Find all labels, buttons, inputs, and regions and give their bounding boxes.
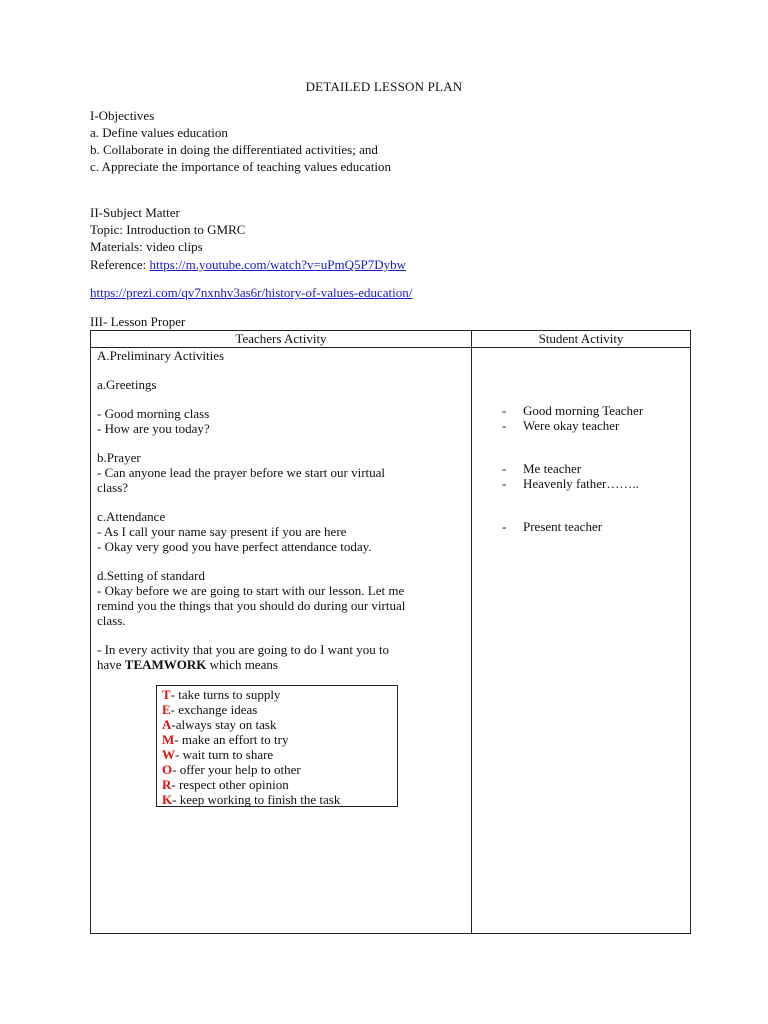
teacher-standard-4: - In every activity that you are going to do I want you to bbox=[97, 642, 390, 657]
standard-heading: d.Setting of standard bbox=[97, 568, 205, 583]
teacher-attendance-2: - Okay very good you have perfect attendance today. bbox=[97, 539, 372, 554]
teamwork-letter: E bbox=[162, 702, 171, 717]
bullet-dash: - bbox=[502, 403, 507, 418]
column-divider bbox=[471, 331, 472, 933]
bullet-dash: - bbox=[502, 519, 507, 534]
teamwork-item-w bbox=[162, 747, 273, 762]
teamwork-item-m bbox=[162, 732, 288, 747]
subject-matter-heading: II-Subject Matter bbox=[90, 205, 180, 220]
greetings-heading: a.Greetings bbox=[97, 377, 157, 392]
teamwork-post: which means bbox=[206, 657, 278, 672]
teamwork-item-a bbox=[162, 717, 276, 732]
student-response-1: Good morning Teacher bbox=[523, 403, 644, 418]
header-teachers-activity: Teachers Activity bbox=[235, 331, 327, 346]
teamwork-pre: have bbox=[97, 657, 125, 672]
topic-line: Topic: Introduction to GMRC bbox=[90, 222, 246, 237]
teacher-greet-1: - Good morning class bbox=[97, 406, 210, 421]
lesson-proper-heading: III- Lesson Proper bbox=[90, 314, 186, 329]
student-response-3: Me teacher bbox=[523, 461, 582, 476]
teacher-prayer-1: - Can anyone lead the prayer before we start our virtual bbox=[97, 465, 386, 480]
teamwork-text: -always stay on task bbox=[171, 717, 277, 732]
student-response-2: Were okay teacher bbox=[523, 418, 620, 433]
reference-label: Reference: bbox=[90, 257, 150, 272]
teamwork-letter: M bbox=[162, 732, 175, 747]
teacher-standard-5 bbox=[97, 657, 278, 672]
lesson-table bbox=[90, 330, 691, 934]
preliminary-heading: A.Preliminary Activities bbox=[97, 348, 225, 363]
materials-line: Materials: video clips bbox=[90, 239, 203, 254]
student-response-5: Present teacher bbox=[523, 519, 603, 534]
attendance-heading: c.Attendance bbox=[97, 509, 166, 524]
teamwork-word: TEAMWORK bbox=[124, 657, 207, 672]
page-title: DETAILED LESSON PLAN bbox=[305, 79, 463, 94]
teamwork-text: - make an effort to try bbox=[174, 732, 289, 747]
objective-a: a. Define values education bbox=[90, 125, 228, 140]
student-response-4: Heavenly father…….. bbox=[523, 476, 639, 491]
teacher-prayer-2: class? bbox=[97, 480, 129, 495]
teamwork-letter: W bbox=[162, 747, 175, 762]
teamwork-text: - offer your help to other bbox=[172, 762, 301, 777]
objectives-heading: I-Objectives bbox=[90, 108, 155, 123]
teacher-standard-3: class. bbox=[97, 613, 126, 628]
teamwork-text: - respect other opinion bbox=[171, 777, 289, 792]
bullet-dash: - bbox=[502, 476, 507, 491]
reference-link-youtube[interactable]: https://m.youtube.com/watch?v=uPmQ5P7Dybw bbox=[149, 257, 407, 272]
teamwork-item-t bbox=[162, 687, 280, 702]
teacher-standard-2: remind you the things that you should do during our virtual bbox=[97, 598, 406, 613]
teamwork-letter: O bbox=[162, 762, 173, 777]
objective-c: c. Appreciate the importance of teaching values education bbox=[90, 159, 392, 174]
reference-line bbox=[90, 256, 406, 273]
teamwork-item-k bbox=[162, 792, 340, 807]
teacher-standard-1: - Okay before we are going to start with our lesson. Let me bbox=[97, 583, 405, 598]
header-student-activity: Student Activity bbox=[538, 331, 624, 346]
teamwork-item-o bbox=[162, 762, 301, 777]
objective-b: b. Collaborate in doing the differentiated activities; and bbox=[90, 142, 378, 157]
reference-line-2 bbox=[90, 284, 412, 301]
bullet-dash: - bbox=[502, 418, 507, 433]
reference-link-prezi[interactable]: https://prezi.com/qv7nxnhv3as6r/history-of-values-education/ bbox=[90, 285, 413, 300]
teamwork-text: - exchange ideas bbox=[170, 702, 258, 717]
teamwork-letter: K bbox=[162, 792, 173, 807]
teamwork-letter: T bbox=[162, 687, 171, 702]
teamwork-text: - keep working to finish the task bbox=[172, 792, 341, 807]
teamwork-item-r bbox=[162, 777, 289, 792]
teamwork-text: - take turns to supply bbox=[170, 687, 281, 702]
teamwork-box bbox=[156, 685, 398, 807]
teacher-attendance-1: - As I call your name say present if you are here bbox=[97, 524, 347, 539]
teamwork-letter: A bbox=[162, 717, 172, 732]
teamwork-letter: R bbox=[162, 777, 172, 792]
bullet-dash: - bbox=[502, 461, 507, 476]
teacher-greet-2: - How are you today? bbox=[97, 421, 210, 436]
prayer-heading: b.Prayer bbox=[97, 450, 141, 465]
teamwork-text: - wait turn to share bbox=[175, 747, 274, 762]
teamwork-item-e bbox=[162, 702, 257, 717]
